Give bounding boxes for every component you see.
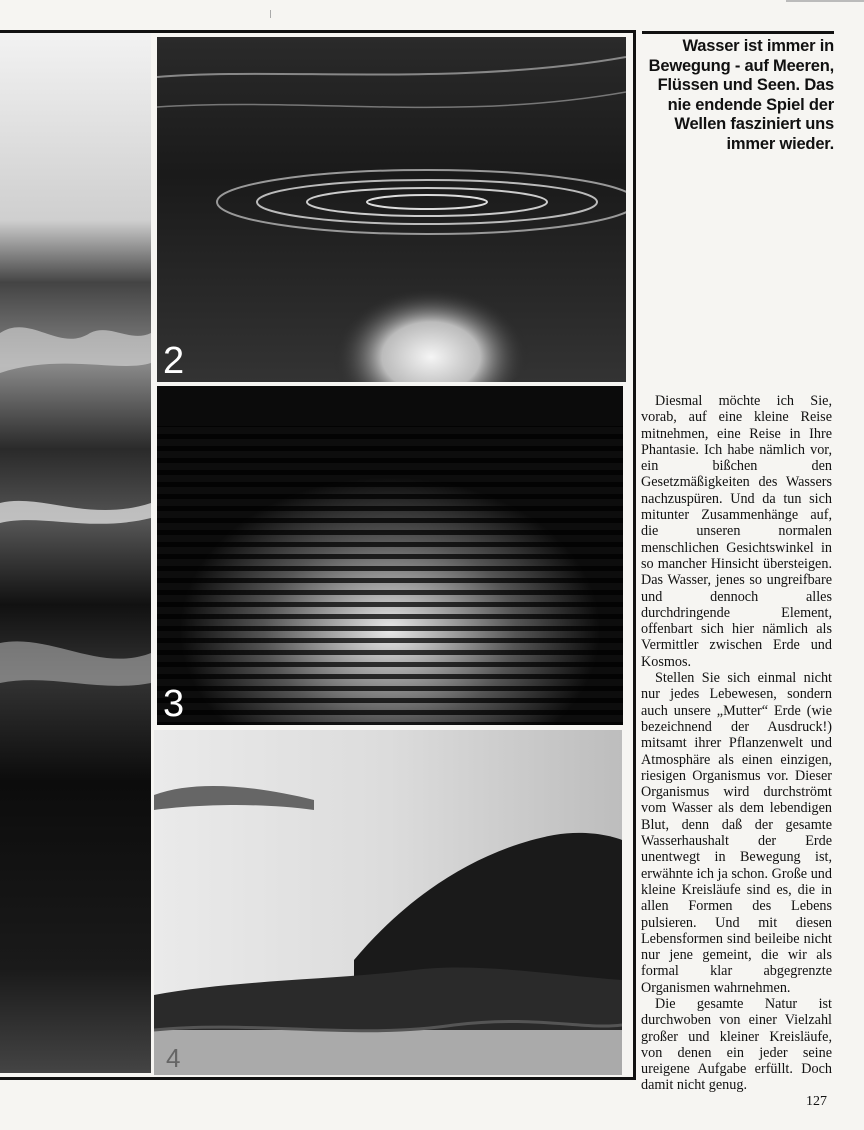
paragraph-1: Diesmal möchte ich Sie, vorab, auf eine kleine Reise mitnehmen, eine Reise in Ihre Phantasie. Ich habe nämlich vor, ein bißchen den Gesetzmäßigkeiten des Wassers nachzuspüren. Und da tun sich mitunter Zusammenhänge auf, die unseren normalen menschlichen Gesichtswinkel in so mancher Hinsicht übersteigen. Das Wasser, jenes so ungreifbare und dennoch alles durchdringende Element, offenbart sich hier nämlich als Vermittler zwischen Erde und Kosmos. xyxy=(641,393,832,670)
photo-2-ripples xyxy=(157,37,626,382)
photo-4-breaking-wave xyxy=(154,730,622,1075)
print-mark-top-right xyxy=(786,0,864,2)
photo-number-2: 2 xyxy=(163,340,185,382)
photo-number-4: 4 xyxy=(166,1043,181,1073)
photo-number-3: 3 xyxy=(163,683,185,725)
headline: Wasser ist immer in Bewegung - auf Meeren, Flüssen und Seen. Das nie endende Spiel der Wellen fasziniert uns immer wieder. xyxy=(648,37,834,153)
paragraph-3: Die gesamte Natur ist durchwoben von einer Vielzahl großer und kleiner Kreisläufe, von denen ein jeder seine ureigene Aufgabe erfüllt. Doch damit nicht genug. xyxy=(641,995,832,1094)
page-number: 127 xyxy=(806,1094,827,1109)
print-mark xyxy=(270,10,271,18)
photo-3-waves xyxy=(157,386,623,725)
column-rule xyxy=(633,30,636,1080)
article-body xyxy=(641,393,832,1094)
photo-left-wave-edge xyxy=(0,33,151,1073)
headline-rule xyxy=(642,31,834,34)
paragraph-2: Stellen Sie sich einmal nicht nur jedes Lebewesen, sondern auch unsere „Mutter“ Erde (wie bezeichnend der Ausdruck!) mitsamt ihrer Pflanzenwelt und Atmosphäre als einen einzigen, riesigen Organismus vor. Dieser Organismus wird durchströmt vom Wasser als dem lebendigen Blut, denn daß der gesamte Wasserhaushalt der Erde unentwegt in Bewegung ist, erwähnte ich ja schon. Große und kleine Kreisläufe sind es, die in allen Formen des Lebens pulsieren. Und mit diesen Lebensformen sind beileibe nicht nur jene gemeint, die wir als formal klar abgegrenzte Organismen wahrnehmen. xyxy=(641,670,832,996)
bottom-rule xyxy=(0,1077,636,1080)
